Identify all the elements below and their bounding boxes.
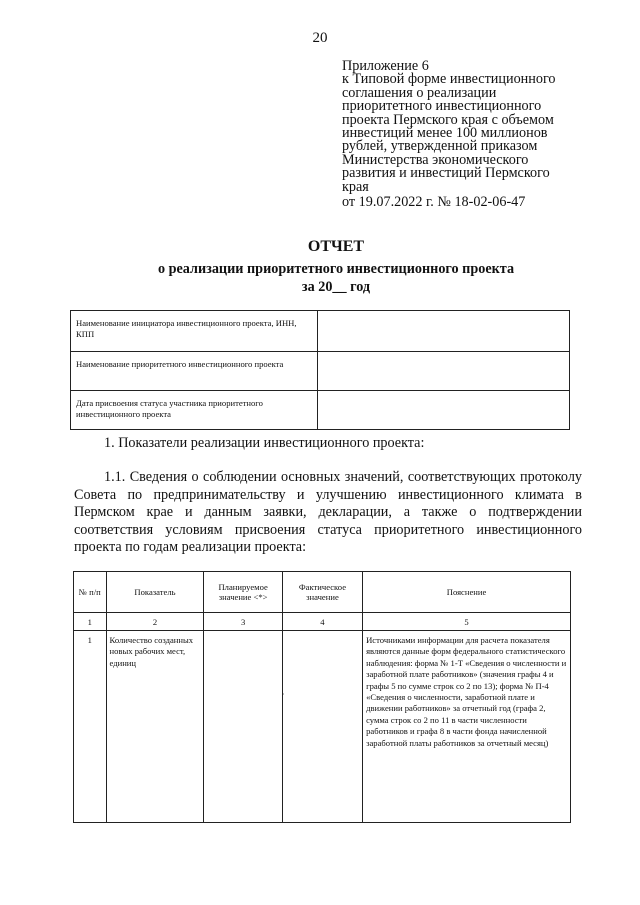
appendix-line: проекта Пермского края с объемом (342, 111, 554, 128)
column-number: 2 (106, 613, 204, 631)
appendix-line: приоритетного инвестиционного (342, 98, 542, 115)
appendix-block (342, 60, 592, 209)
info-label: Наименование приоритетного инвестиционного проекта (71, 352, 318, 391)
column-number: 3 (204, 613, 282, 631)
row-explanation: Источниками информации для расчета показателя являются данные форм федерального статистического наблюдения: форма № 1-Т «Сведения о численности и заработной плате работников» (значения графы 4 и графы 5 по сумме строк со 2 по 13); форма № П-4 «Сведения о численности, заработной плате и движении работников» за отчетный год (графа 2, сумма строк со 2 по 11 в части численности работников и графа 8 в части фонда начисленной заработной платы работников за отчетный месяц) (363, 631, 571, 823)
column-number-row (74, 613, 571, 631)
paragraph-text: 1.1. Сведения о соблюдении основных значений, соответствующих протоколу Совета по предпринимательству и улучшению инвестиционного климата в Пермском крае и данным заявки, декларации, а также о подтверждении соответствия условиям присвоения статуса приоритетного инвестиционного проекта по годам реализации проекта: (74, 469, 582, 556)
table-row (74, 631, 571, 823)
header-cell-planned: Планируемое значение <*> (204, 572, 282, 613)
report-title: ОТЧЕТ (307, 238, 365, 255)
appendix-line: развития и инвестиций Пермского (342, 165, 550, 182)
appendix-line: к Типовой форме инвестиционного (342, 71, 556, 88)
info-value-field[interactable] (318, 311, 570, 352)
header-cell-actual: Фактическое значение (282, 572, 362, 613)
appendix-line: рублей, утвержденной приказом (342, 138, 538, 155)
section-heading: 1. Показатели реализации инвестиционного проекта: (104, 435, 425, 451)
info-label: Наименование инициатора инвестиционного проекта, ИНН, КПП (71, 311, 318, 352)
indicators-table (73, 571, 571, 823)
info-label: Дата присвоения статуса участника приоритетного инвестиционного проекта (71, 391, 318, 430)
column-number: 5 (363, 613, 571, 631)
scan-speck: · (282, 690, 285, 699)
info-row (71, 391, 570, 430)
section-paragraph (74, 469, 582, 557)
info-value-field[interactable] (318, 352, 570, 391)
row-actual-value[interactable] (282, 631, 362, 823)
appendix-order-date: от 19.07.2022 г. № 18-02-06-47 (342, 194, 526, 211)
info-row (71, 311, 570, 352)
header-cell-explanation: Пояснение (363, 572, 571, 613)
appendix-line: края (342, 178, 369, 195)
column-number: 1 (74, 613, 107, 631)
appendix-line: соглашения о реализации (342, 84, 497, 101)
column-number: 4 (282, 613, 362, 631)
page-number: 20 (312, 30, 328, 46)
header-cell-indicator: Показатель (106, 572, 204, 613)
appendix-line: инвестиций менее 100 миллионов (342, 125, 548, 142)
appendix-line: Приложение 6 (342, 58, 429, 74)
report-subtitle: о реализации приоритетного инвестиционного проекта (157, 261, 515, 277)
row-planned-value[interactable] (204, 631, 282, 823)
header-cell-number: № п/п (74, 572, 107, 613)
appendix-line: Министерства экономического (342, 151, 529, 168)
report-year-line: за 20__ год (301, 279, 371, 295)
project-info-table (70, 310, 570, 430)
info-value-field[interactable] (318, 391, 570, 430)
table-header-row (74, 572, 571, 613)
info-row (71, 352, 570, 391)
row-number: 1 (74, 631, 107, 823)
row-indicator: Количество созданных новых рабочих мест, единиц (106, 631, 204, 823)
